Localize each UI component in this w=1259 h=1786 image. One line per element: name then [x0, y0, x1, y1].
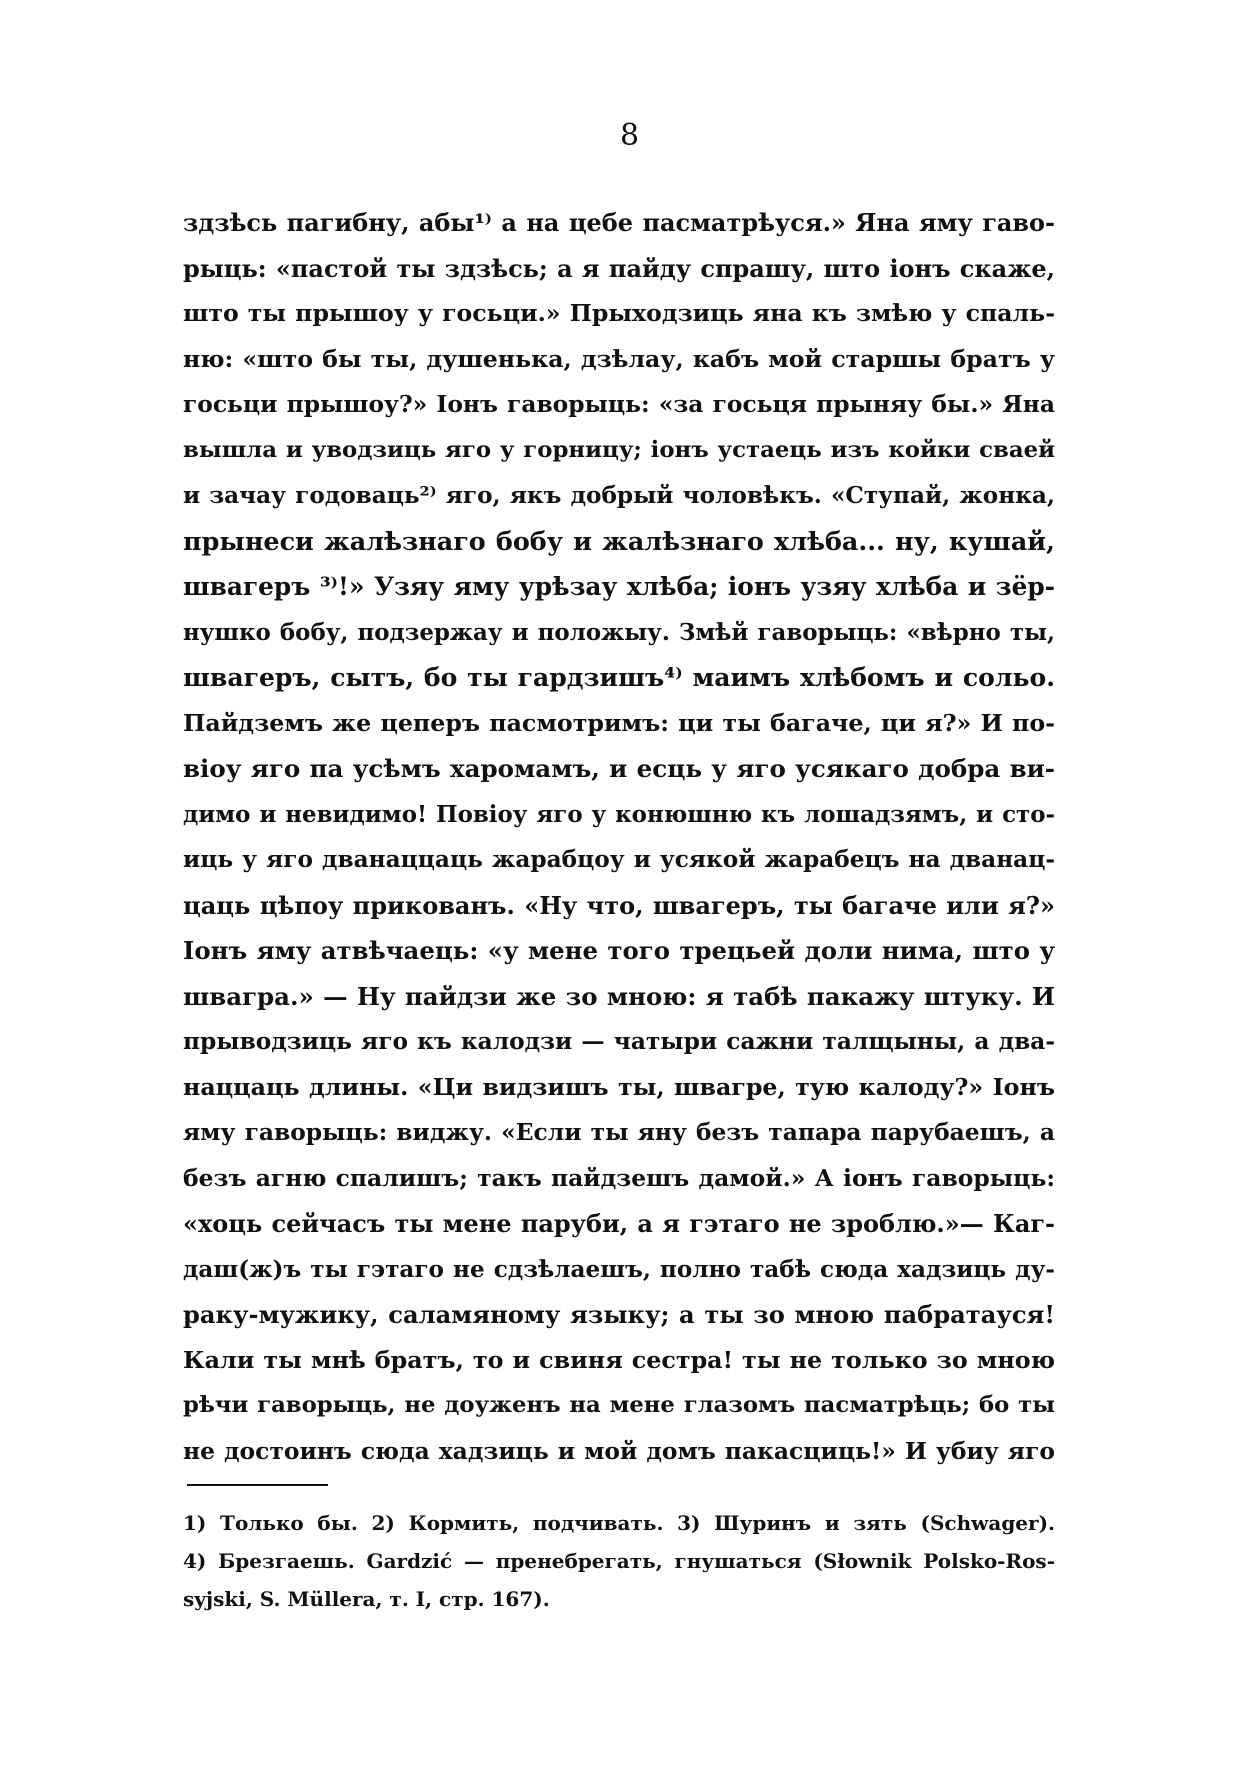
- text-line: нушко бобу, подзержау и положыу. Змѣй гаворыць: «вѣрно ты,: [183, 618, 1055, 646]
- footnotes: [183, 1504, 1055, 1618]
- text-line: и зачау годоваць²⁾ яго, якъ добрый чоловѣкъ. «Ступай, жонка,: [183, 482, 1055, 509]
- text-line: госьци прышоу?» Іонъ гаворыць: «за госьця прыняу бы.» Яна: [183, 390, 1055, 418]
- text-line: Іонъ яму атвѣчаець: «у мене того трецьей доли нима, што у: [183, 936, 1055, 965]
- text-line: рѣчи гаворыць, не доуженъ на мене глазомъ пасматрѣць; бо ты: [183, 1392, 1055, 1418]
- text-line: вышла и уводзиць яго у горницу; іонъ устаець изъ койки сваей: [183, 436, 1055, 463]
- text-line: Пайдземъ же цеперъ пасмотримъ: ци ты багаче, ци я?» И по-: [183, 708, 1055, 737]
- text-line: димо и невидимо! Повіоу яго у конюшню къ лошадзямъ, и сто-: [183, 800, 1055, 828]
- text-line: прыводзиць яго къ калодзи — чатыри сажни талщыны, а два-: [183, 1028, 1055, 1055]
- text-line: не достоинъ сюда хадзиць и мой домъ пакасциць!» И убиу яго: [183, 1436, 1055, 1465]
- text-line: рыць: «пастой ты здзѣсь; а я пайду спрашу, што іонъ скаже,: [183, 253, 1055, 283]
- footnote-divider: [187, 1484, 328, 1486]
- text-line: наццаць длины. «Ци видзишъ ты, швагре, тую калоду?» Іонъ: [183, 1072, 1055, 1101]
- text-line: «хоць сейчасъ ты мене паруби, а я гэтаго не зроблю.»— Каг-: [183, 1209, 1055, 1238]
- text-line: цаць цѣпоу прикованъ. «Ну что, швагеръ, ты багаче или я?»: [183, 890, 1055, 920]
- text-line: раку-мужику, саламяному языку; а ты зо мною пабратауся!: [183, 1300, 1055, 1329]
- text-line: швагеръ, сытъ, бо ты гардзишъ⁴⁾ маимъ хлѣбомъ и сольо.: [183, 662, 1055, 692]
- text-line: здзѣсь пагибну, абы¹⁾ а на цебе пасматрѣуся.» Яна яму гаво-: [183, 208, 1055, 237]
- text-line: безъ агню спалишъ; такъ пайдзешъ дамой.» А іонъ гаворыць:: [183, 1163, 1055, 1192]
- body-text: [183, 200, 1055, 1474]
- page-number: 8: [619, 118, 640, 153]
- text-line: Кали ты мнѣ братъ, то и свиня сестра! ты не только зо мною: [183, 1345, 1055, 1374]
- footnote-line: 1) Только бы. 2) Кормить, подчивать. 3) Шуринъ и зять (Schwager).: [183, 1511, 1055, 1535]
- footnote-line: 4) Брезгаешь. Gardzić — пренебрегать, гнушаться (Słownik Polsko-Ros-: [183, 1549, 1055, 1573]
- footnote-line: syjski, S. Müllera, т. I, стр. 167).: [183, 1587, 550, 1611]
- text-line: прынеси жалѣзнаго бобу и жалѣзнаго хлѣба... ну, кушай,: [183, 525, 1055, 556]
- text-line: яму гаворыць: виджу. «Если ты яну безъ тапара парубаешъ, а: [183, 1118, 1055, 1146]
- text-line: иць у яго дванаццаць жарабцоу и усякой жарабецъ на дванац-: [183, 846, 1055, 873]
- text-line: ню: «што бы ты, душенька, дзѣлау, кабъ мой старшы братъ у: [183, 344, 1055, 373]
- text-line: што ты прышоу у госьци.» Прыходзиць яна къ змѣю у спаль-: [183, 299, 1055, 327]
- text-line: даш(ж)ъ ты гэтаго не сдзѣлаешъ, полно табѣ сюда хадзиць ду-: [183, 1255, 1055, 1283]
- text-line: віоу яго па усѣмъ харомамъ, и есць у яго усякаго добра ви-: [183, 754, 1055, 783]
- text-line: швагеръ ³⁾!» Узяу яму урѣзау хлѣба; іонъ узяу хлѣба и зёр-: [183, 572, 1055, 601]
- text-line: швагра.» — Ну пайдзи же зо мною: я табѣ пакажу штуку. И: [183, 981, 1055, 1011]
